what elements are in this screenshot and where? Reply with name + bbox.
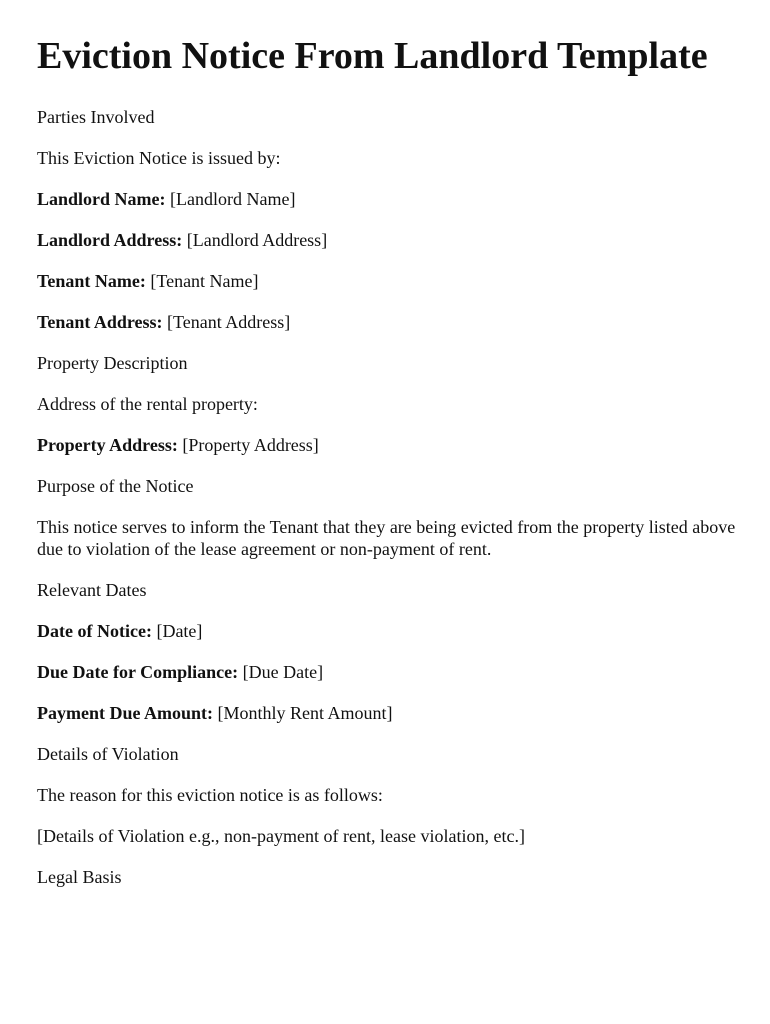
field-value: [Date] <box>156 621 203 641</box>
property-address-field <box>37 434 747 456</box>
section-heading-property: Property Description <box>37 353 188 373</box>
date-of-notice-field <box>37 620 747 642</box>
document-title: Eviction Notice From Landlord Template <box>37 35 708 77</box>
landlord-name-field <box>37 188 747 210</box>
field-value: [Landlord Address] <box>186 230 328 250</box>
field-value: [Due Date] <box>242 662 324 682</box>
section-heading-purpose: Purpose of the Notice <box>37 476 194 496</box>
field-label: Due Date for Compliance: <box>37 662 239 682</box>
violation-details: [Details of Violation e.g., non-payment of rent, lease violation, etc.] <box>37 826 525 846</box>
landlord-address-field <box>37 229 747 251</box>
payment-due-field <box>37 702 747 724</box>
field-value: [Property Address] <box>182 435 319 455</box>
field-value: [Landlord Name] <box>170 189 296 209</box>
field-label: Tenant Address: <box>37 312 163 332</box>
field-value: [Tenant Address] <box>167 312 291 332</box>
section-heading-parties: Parties Involved <box>37 107 155 127</box>
field-label: Date of Notice: <box>37 621 152 641</box>
section-heading-legal-basis: Legal Basis <box>37 867 122 887</box>
field-label: Landlord Name: <box>37 189 166 209</box>
purpose-text: This notice serves to inform the Tenant that they are being evicted from the property listed above due to violation of the lease agreement or non-payment of rent. <box>37 517 736 559</box>
property-address-intro: Address of the rental property: <box>37 394 258 414</box>
violation-intro: The reason for this eviction notice is as follows: <box>37 785 383 805</box>
due-date-field <box>37 661 747 683</box>
field-label: Payment Due Amount: <box>37 703 213 723</box>
section-heading-dates: Relevant Dates <box>37 580 147 600</box>
tenant-name-field <box>37 270 747 292</box>
field-value: [Tenant Name] <box>150 271 259 291</box>
document-page <box>37 0 747 888</box>
field-label: Landlord Address: <box>37 230 183 250</box>
field-value: [Monthly Rent Amount] <box>217 703 393 723</box>
tenant-address-field <box>37 311 747 333</box>
field-label: Property Address: <box>37 435 178 455</box>
field-label: Tenant Name: <box>37 271 146 291</box>
issued-by-text: This Eviction Notice is issued by: <box>37 148 281 168</box>
section-heading-violation: Details of Violation <box>37 744 179 764</box>
